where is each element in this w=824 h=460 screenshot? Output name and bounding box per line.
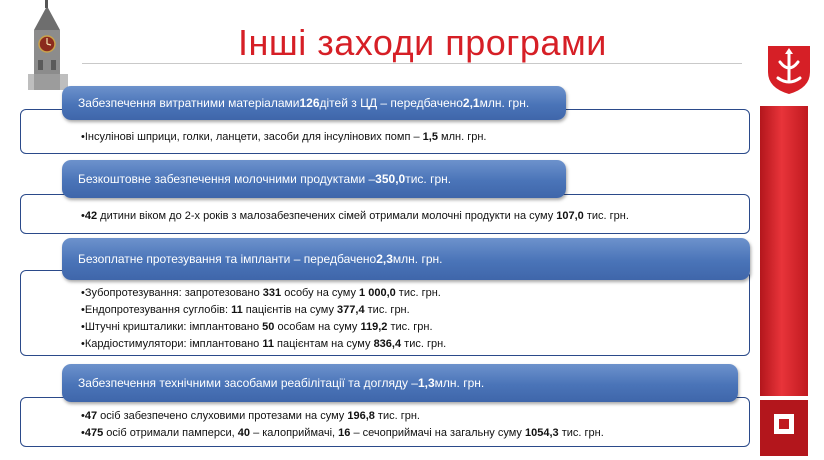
text-segment: тис. грн. <box>583 210 629 222</box>
section-4-item <box>81 425 749 442</box>
figure-value: 107,0 <box>556 210 584 222</box>
section-4-item <box>81 408 749 425</box>
text-segment: •Інсулінові шприци, голки, ланцети, засоби для інсулінових помп – <box>81 131 423 143</box>
figure-value: 119,2 <box>360 321 388 333</box>
section-2-item <box>81 208 749 225</box>
text-segment: – калоприймачі, <box>250 427 339 439</box>
text-segment: Забезпечення витратними матеріалами <box>78 96 300 110</box>
text-segment: млн. грн. <box>392 252 443 266</box>
figure-value: 11 <box>231 304 243 316</box>
section-1-header <box>62 86 566 120</box>
text-segment: осіб забезпечено слуховими протезами на суму <box>97 410 348 422</box>
text-segment: особу на суму <box>281 287 360 299</box>
figure-value: 377,4 <box>337 304 365 316</box>
text-segment: осіб отримали памперси, <box>103 427 238 439</box>
text-segment: •Штучні кришталики: імплантовано <box>81 321 263 333</box>
text-segment: дітей з ЦД – передбачено <box>319 96 463 110</box>
figure-value: 2,3 <box>376 252 393 266</box>
text-segment: – сечоприймачі на загальну суму <box>350 427 525 439</box>
section-3-item <box>81 319 749 336</box>
text-segment: •Ендопротезування суглобів: <box>81 304 232 316</box>
stop-icon[interactable] <box>774 414 794 434</box>
figure-value: 1,3 <box>417 376 435 390</box>
figure-value: 47 <box>84 410 98 422</box>
text-segment: тис. грн. <box>558 427 604 439</box>
section-2-header <box>62 160 566 198</box>
text-segment: Безоплатне протезування та імпланти – передбачено <box>78 252 377 266</box>
text-segment: •Зубопротезування: запротезовано <box>81 287 263 299</box>
figure-value: 836,4 <box>373 338 402 350</box>
figure-value: 1 000,0 <box>359 287 396 299</box>
figure-value: 50 <box>262 321 275 333</box>
page-title: Інші заходи програми <box>238 22 607 63</box>
text-segment: тис. грн. <box>395 287 441 299</box>
section-4-header <box>62 364 738 402</box>
figure-value: 126 <box>299 96 320 110</box>
section-3-item <box>81 302 749 319</box>
text-segment: тис. грн. <box>364 304 410 316</box>
text-segment: тис. грн. <box>374 410 420 422</box>
text-segment: тис. грн. <box>387 321 433 333</box>
text-segment: млн. грн. <box>479 96 530 110</box>
text-segment: • <box>81 427 85 439</box>
section-3-item <box>81 285 749 302</box>
side-accent-bar <box>760 106 808 396</box>
figure-value: 196,8 <box>347 410 375 422</box>
text-segment: млн. грн. <box>437 131 487 143</box>
text-segment: пацієнтів на суму <box>242 304 338 316</box>
text-segment: тис. грн. <box>405 172 452 186</box>
figure-value: 1,5 <box>422 131 438 143</box>
figure-value: 11 <box>262 338 274 350</box>
text-segment: Забезпечення технічними засобами реабілітації та догляду – <box>78 376 418 390</box>
figure-value: 1054,3 <box>524 427 559 439</box>
text-segment: • <box>81 410 85 422</box>
section-3-item <box>81 336 749 353</box>
text-segment: Безкоштовне забезпечення молочними продуктами – <box>78 172 376 186</box>
text-segment: • <box>81 210 85 222</box>
figure-value: 40 <box>237 427 251 439</box>
figure-value: 2,1 <box>462 96 480 110</box>
figure-value: 350,0 <box>375 172 406 186</box>
section-2-body <box>20 194 750 234</box>
text-segment: млн. грн. <box>434 376 485 390</box>
figure-value: 331 <box>262 287 282 299</box>
section-1-item <box>81 129 749 146</box>
figure-value: 16 <box>338 427 351 439</box>
figure-value: 42 <box>84 210 98 222</box>
title-divider <box>82 63 742 64</box>
text-segment: •Кардіостимулятори: імплантовано <box>81 338 263 350</box>
text-segment: дитини віком до 2-х років з малозабезпечених сімей отримали молочні продукти на суму <box>97 210 557 222</box>
text-segment: пацієнтам на суму <box>273 338 374 350</box>
text-segment: особам на суму <box>274 321 361 333</box>
section-4-body <box>20 397 750 447</box>
city-emblem-icon <box>758 40 820 96</box>
text-segment: тис. грн. <box>401 338 447 350</box>
figure-value: 475 <box>84 427 104 439</box>
section-3-header <box>62 238 750 280</box>
section-3-body <box>20 270 750 356</box>
town-hall-tower-image <box>14 0 76 90</box>
